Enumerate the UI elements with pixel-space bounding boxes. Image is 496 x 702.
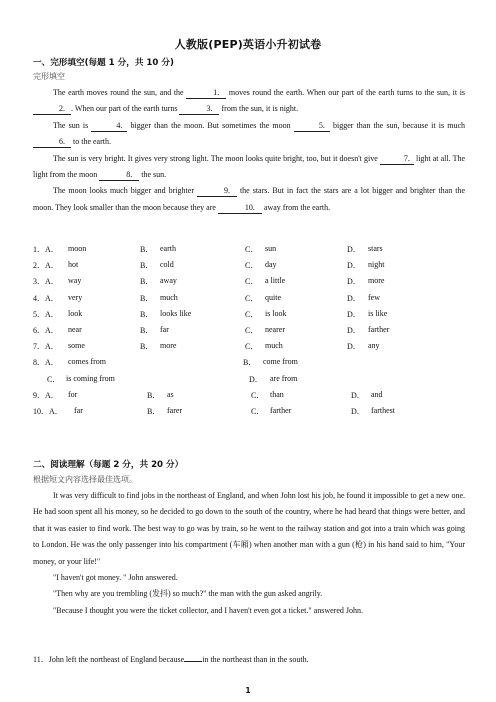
section1-heading: 一、完形填空(每题 1 分，共 10 分) (33, 58, 174, 68)
reading-paragraph: "I haven't got money. " John answered. (53, 573, 178, 583)
option-row: 9．A． for B． as C． than D． and (33, 389, 383, 400)
reading-paragraph: It was very difficult to find jobs in the northeast of England, and when John lost his job, he found it impossible to get a new one. He had soon spent all his money, so he decided to go down to the south of the country, where he had heard that things were better, and that it was easier to find work. The best way to go was by train, so he went to the railway station and got into a train which was going to London. He was the only passenger into his compartment (车厢) when another man with a gun (枪) in his hand said to him, "Your money, or your life!" (33, 491, 465, 566)
reading-passage (33, 488, 465, 619)
blank-2: 2. (33, 104, 71, 115)
cloze-paragraph-2: The sun is 4. bigger than the moon. But sometimes the moon 5. bigger than the sun, because it is much 6. to the earth. (33, 118, 465, 151)
option-row-8a: 8．A． comes from B． come from (33, 357, 298, 368)
reading-paragraph: "Because I thought you were the ticket collector, and I haven't even got a ticket." answered John. (53, 605, 363, 615)
section1-subheading: 完形填空 (33, 72, 65, 81)
blank-5: 5. (294, 121, 330, 132)
blank-4: 4. (91, 121, 127, 132)
cloze-paragraph-3: The sun is very bright. It gives very strong light. The moon looks quite bright, too, but it doesn't give 7. light at all. The light from the moon 8. the sun. (33, 153, 466, 180)
option-row: 3．A． way B． away C． a little D． more (33, 276, 385, 287)
blank-9: 9. (197, 186, 237, 197)
blank-1: 1. (186, 88, 226, 99)
page-title: 人教版(PEP)英语小升初试卷 (174, 38, 322, 51)
answer-blank (184, 661, 202, 662)
option-row: 4．A． very B． much C． quite D． few (33, 292, 380, 303)
reading-paragraph: "Then why are you trembling (发抖) so much?" the man with the gun asked angrily. (53, 589, 323, 599)
cloze-options (33, 242, 473, 420)
cloze-paragraph-1: The earth moves round the sun, and the 1. moves round the earth. When our part of the earth turns to the sun, it is 2. . When our part of the earth turns 3. from the sun, it is night. (33, 85, 465, 118)
blank-8: 8. (99, 170, 139, 181)
option-row: 10．A． far B． farer C． farther D． farthest (33, 405, 395, 416)
option-row: 1．A． moon B． earth C． sun D． stars (33, 244, 383, 254)
blank-7: 7. (380, 154, 414, 165)
option-row-8b: C． is coming from D． are from (47, 373, 298, 384)
option-row: 6．A． near B． far C． nearer D． farther (33, 324, 390, 335)
blank-3: 3. (179, 104, 219, 115)
section2-subheading: 根据短文内容选择最佳选项。 (33, 475, 137, 484)
cloze-paragraph-4: The moon looks much bigger and brighter 9. the stars. But in fact the stars are a lot bigger and brighter than the moon. They look smaller than the moon because they are 10. away from the earth. (33, 186, 465, 212)
page-number: 1 (245, 686, 251, 695)
option-row: 5．A． look B． looks like C． is look D． is like (33, 308, 388, 319)
section2-heading: 二、阅读理解（每题 2 分，共 20 分） (33, 460, 184, 470)
blank-6: 6. (33, 137, 71, 148)
option-row: 2．A． hot B． cold C． day D． night (33, 260, 385, 271)
blank-10: 10. (218, 203, 262, 214)
option-row: 7．A． some B． more C． much D． any (33, 341, 380, 352)
question-11: 11．John left the northeast of England because in the northeast than in the south. (33, 655, 309, 664)
cloze-passage (33, 85, 465, 216)
